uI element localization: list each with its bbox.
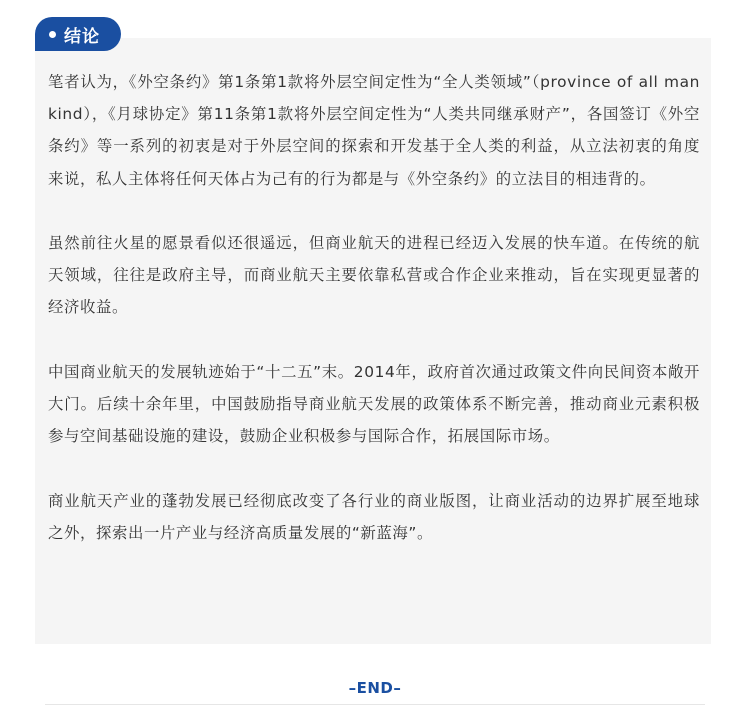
paragraph-2: 虽然前往火星的愿景看似还很遥远，但商业航天的进程已经迈入发展的快车道。在传统的航天领域，往往是政府主导，而商业航天主要依靠私营或合作企业来推动，旨在实现更显著的经济收益。 <box>48 234 700 317</box>
bullet-dot-icon <box>49 31 56 38</box>
paragraph-4: 商业航天产业的蓬勃发展已经彻底改变了各行业的商业版图，让商业活动的边界扩展至地球之外，探索出一片产业与经济高质量发展的“新蓝海”。 <box>48 491 700 542</box>
section-badge <box>35 17 121 51</box>
end-mark: –END– <box>348 679 402 697</box>
footer-divider <box>45 704 705 705</box>
paragraph-1: 笔者认为，《外空条约》第1条第1款将外层空间定性为“全人类领域”（province of all mankind），《月球协定》第11条第1款将外层空间定性为“人类共同继承财产”，各国签订《外空条约》等一系列的初衷是对于外层空间的探索和开发基于全人类的利益，从立法初衷的角度来说，私人主体将任何天体占为己有的行为都是与《外空条约》的立法目的相违背的。 <box>48 73 700 188</box>
section-title: 结论 <box>64 26 100 47</box>
article-body <box>48 66 700 581</box>
paragraph-3: 中国商业航天的发展轨迹始于“十二五”末。2014年，政府首次通过政策文件向民间资本敞开大门。后续十余年里，中国鼓励指导商业航天发展的政策体系不断完善，推动商业元素积极参与空间基础设施的建设，鼓励企业积极参与国际合作，拓展国际市场。 <box>48 362 700 446</box>
